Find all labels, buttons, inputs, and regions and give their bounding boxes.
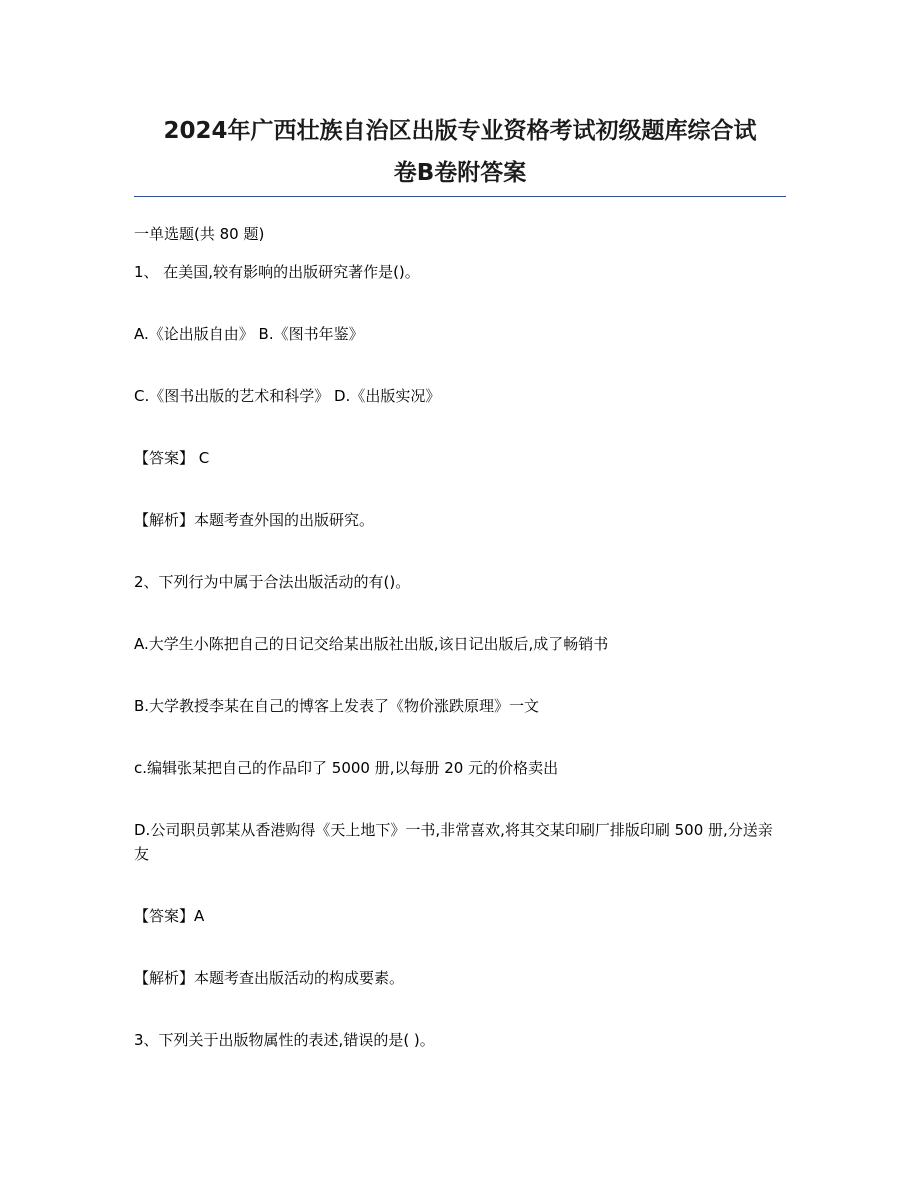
question-2-analysis: 【解析】本题考查出版活动的构成要素。	[134, 969, 405, 987]
question-3-stem: 3、下列关于出版物属性的表述,错误的是( )。	[134, 1031, 435, 1049]
question-1-answer: 【答案】 C	[134, 449, 210, 467]
question-1-analysis: 【解析】本题考查外国的出版研究。	[134, 511, 375, 529]
title-underline-rule	[134, 196, 786, 197]
question-2-option-b: B.大学教授李某在自己的博客上发表了《物价涨跌原理》一文	[134, 697, 540, 715]
document-title-line-2: 卷B卷附答案	[393, 160, 527, 186]
document-title-line-1: 2024年广西壮族自治区出版专业资格考试初级题库综合试	[163, 118, 757, 144]
question-2-stem: 2、下列行为中属于合法出版活动的有()。	[134, 573, 411, 591]
question-2-option-c: c.编辑张某把自己的作品印了 5000 册,以每册 20 元的价格卖出	[134, 759, 559, 777]
question-1-stem: 1、 在美国,较有影响的出版研究著作是()。	[134, 263, 420, 281]
question-2-option-a: A.大学生小陈把自己的日记交给某出版社出版,该日记出版后,成了畅销书	[134, 635, 609, 653]
question-1-option-line-1: A.《论出版自由》 B.《图书年鉴》	[134, 325, 364, 343]
question-2-option-d: D.公司职员郭某从香港购得《天上地下》一书,非常喜欢,将其交某印刷厂排版印刷 500 册,分送亲友	[134, 821, 773, 863]
question-1-option-line-2: C.《图书出版的艺术和科学》 D.《出版实况》	[134, 387, 441, 405]
question-2-answer: 【答案】A	[134, 907, 205, 925]
section-header: 一单选题(共 80 题)	[134, 225, 265, 243]
